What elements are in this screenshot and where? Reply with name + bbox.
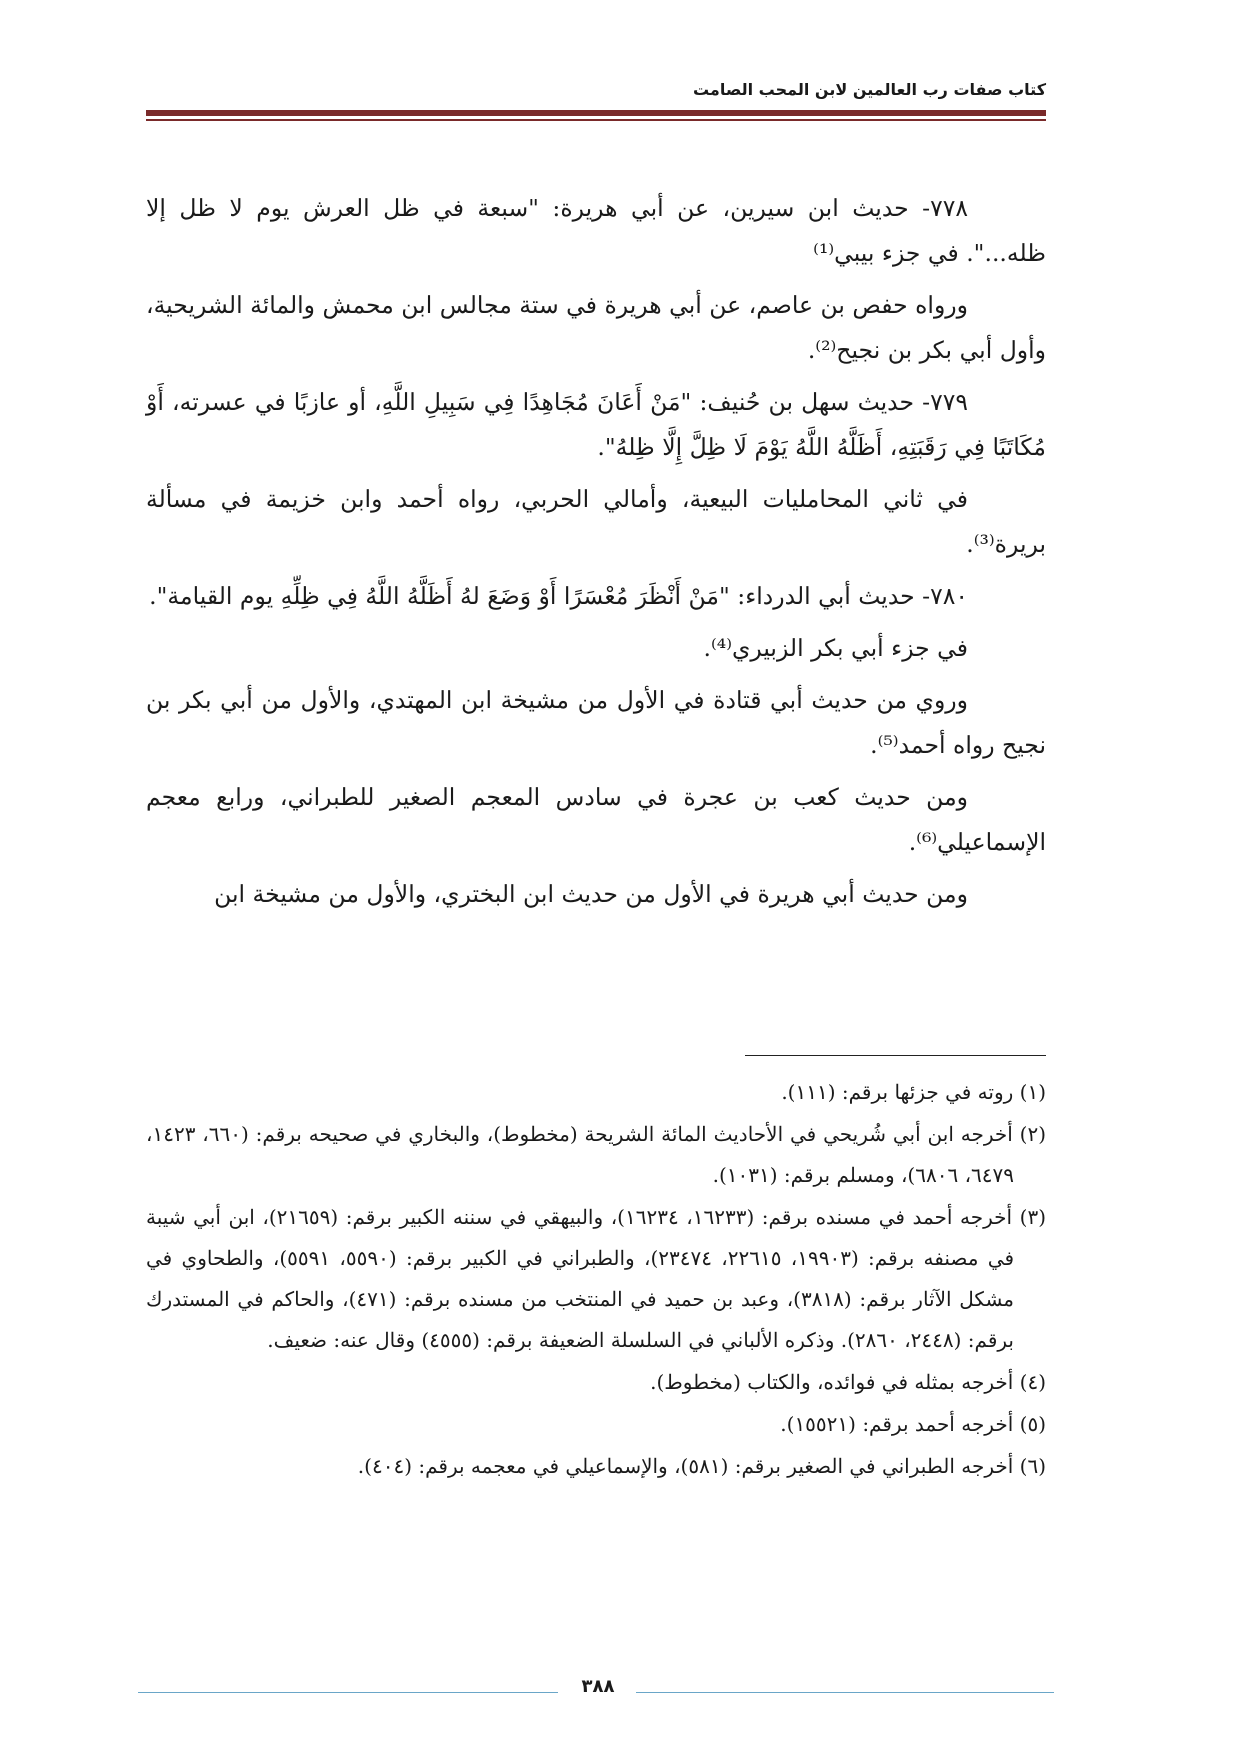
page-number: ٣٨٨ bbox=[581, 1676, 615, 1697]
paragraph-abu-qatada: وروي من حديث أبي قتادة في الأول من مشيخة ابن المهتدي، والأول من أبي بكر بن نجيح رواه أحمد⁽⁵⁾. bbox=[146, 686, 1046, 759]
main-text bbox=[146, 186, 1046, 924]
footer-rule-left bbox=[138, 1692, 558, 1693]
footnote-3: (٣) أخرجه أحمد في مسنده برقم: (١٦٢٣٣، ١٦٢٣٤)، والبيهقي في سننه الكبير برقم: (٢١٦٥٩)، ابن أبي شيبة في مصنفه برقم: (١٩٩٠٣، ٢٢٦١٥، ٢٣٤٧٤)، والطبراني في الكبير برقم: (٥٥٩٠، ٥٥٩١)، والطحاوي في مشكل الآثار برقم: (٣٨١٨)، وعبد بن حميد في المنتخب من مسنده برقم: (٤٧١)، والحاكم في المستدرك برقم: (٢٤٤٨، ٢٨٦٠). وذكره الألباني في السلسلة الضعيفة برقم: (٤٥٥٥) وقال عنه: ضعيف. bbox=[146, 1205, 1047, 1352]
paragraph-mahamiliyat: في ثاني المحامليات البيعية، وأمالي الحربي، رواه أحمد وابن خزيمة في مسألة بريرة⁽³⁾. bbox=[146, 485, 1046, 558]
footnotes bbox=[146, 1072, 1046, 1488]
footnote-6: (٦) أخرجه الطبراني في الصغير برقم: (٥٨١)، والإسماعيلي في معجمه برقم: (٤٠٤). bbox=[357, 1454, 1046, 1478]
paragraph-kab-ujra: ومن حديث كعب بن عجرة في سادس المعجم الصغير للطبراني، ورابع معجم الإسماعيلي⁽⁶⁾. bbox=[146, 783, 1046, 856]
header-rule-thick bbox=[146, 110, 1046, 116]
paragraph-hafs-narration: ورواه حفص بن عاصم، عن أبي هريرة في ستة مجالس ابن محمش والمائة الشريحية، وأول أبي بكر بن نجيح⁽²⁾. bbox=[146, 291, 1046, 364]
footnote-5: (٥) أخرجه أحمد برقم: (١٥٥٢١). bbox=[780, 1412, 1046, 1436]
footnote-4: (٤) أخرجه بمثله في فوائده، والكتاب (مخطوط). bbox=[650, 1370, 1046, 1394]
paragraph-hadith-778: ٧٧٨- حديث ابن سيرين، عن أبي هريرة: "سبعة في ظل العرش يوم لا ظل إلا ظله...". في جزء بيبي⁽¹⁾ bbox=[146, 194, 1046, 267]
paragraph-hadith-779: ٧٧٩- حديث سهل بن حُنيف: "مَنْ أَعَانَ مُجَاهِدًا فِي سَبِيلِ اللَّهِ، أو عازبًا في عسرته، أَوْ مُكَاتَبًا فِي رَقَبَتِهِ، أَظَلَّهُ اللَّهُ يَوْمَ لَا ظِلَّ إِلَّا ظِلهُ". bbox=[146, 388, 1046, 461]
header-rule-thin bbox=[146, 119, 1046, 121]
paragraph-abu-hurayra: ومن حديث أبي هريرة في الأول من حديث ابن البختري، والأول من مشيخة ابن bbox=[214, 880, 968, 908]
footnote-1: (١) روته في جزئها برقم: (١١١). bbox=[781, 1080, 1046, 1104]
paragraph-zubayri: في جزء أبي بكر الزبيري⁽⁴⁾. bbox=[703, 634, 968, 662]
footnote-separator bbox=[745, 1055, 1046, 1056]
running-header-title: كتاب صفات رب العالمين لابن المحب الصامت bbox=[692, 80, 1046, 99]
footnote-2: (٢) أخرجه ابن أبي شُريحي في الأحاديث المائة الشريحة (مخطوط)، والبخاري في صحيحه برقم: (٦٦٠، ١٤٢٣، ٦٤٧٩، ٦٨٠٦)، ومسلم برقم: (١٠٣١). bbox=[146, 1122, 1047, 1187]
footer-rule-right bbox=[636, 1692, 1054, 1693]
paragraph-hadith-780: ٧٨٠- حديث أبي الدرداء: "مَنْ أَنْظَرَ مُعْسَرًا أَوْ وَضَعَ لهُ أَظَلَّهُ اللَّهُ فِي ظِلِّهِ يوم القيامة". bbox=[149, 582, 968, 610]
